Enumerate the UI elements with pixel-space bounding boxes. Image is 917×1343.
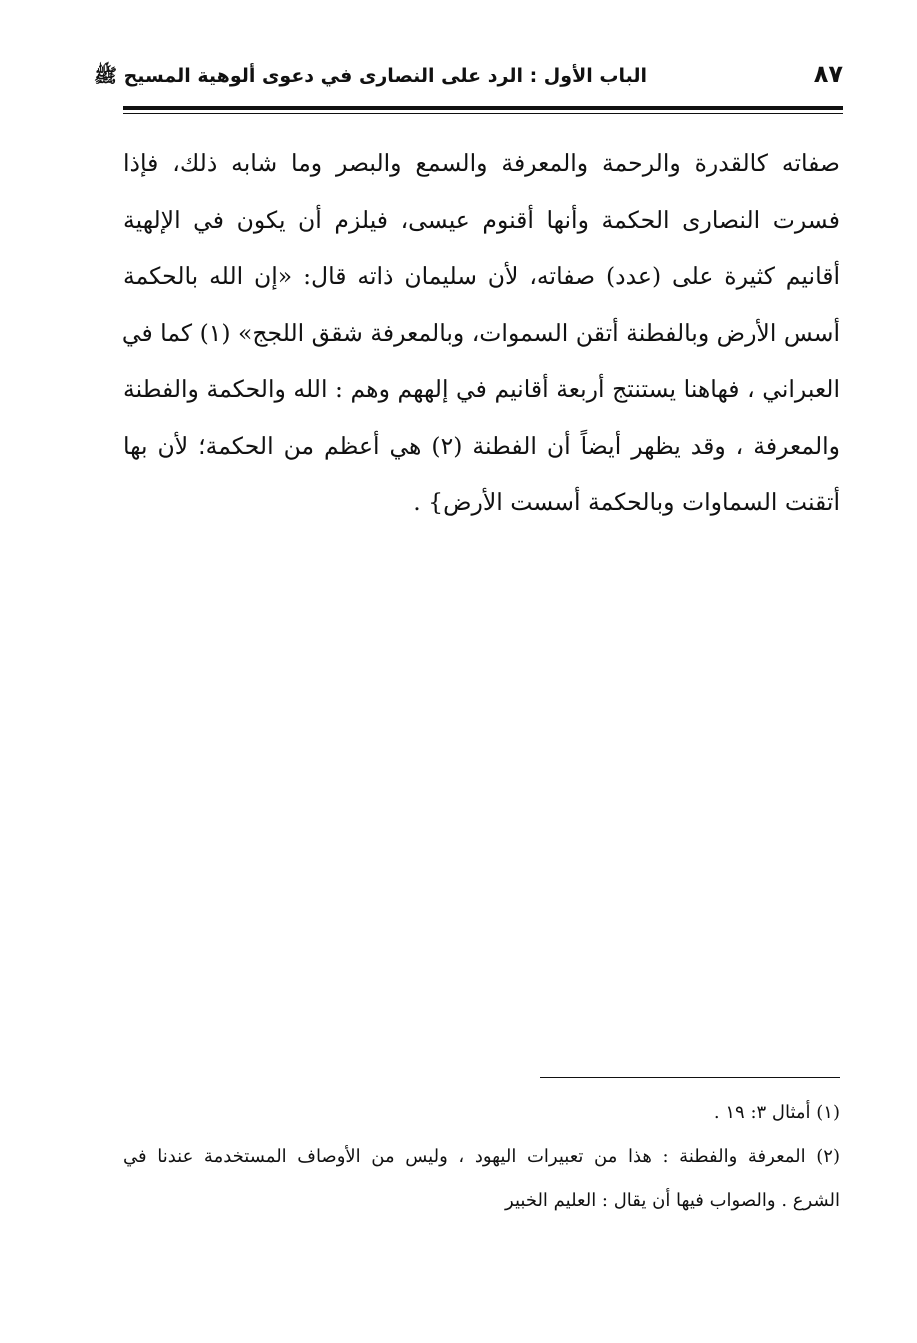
footnote-separator bbox=[540, 1077, 840, 1078]
footnote-line: الشرع . والصواب فيها أن يقال : العليم الخبير bbox=[505, 1190, 840, 1211]
body-line: العبراني ، فهاهنا يستنتج أربعة أقانيم في إلههم وهم : الله والحكمة والفطنة bbox=[123, 375, 840, 403]
body-line: صفاته كالقدرة والرحمة والمعرفة والسمع والبصر وما شابه ذلك، فإذا bbox=[123, 149, 840, 177]
header-rule-thin bbox=[123, 113, 843, 114]
footnotes bbox=[123, 1095, 840, 1227]
running-header bbox=[94, 60, 843, 96]
footnote-line: (٢) المعرفة والفطنة : هذا من تعبيرات اليهود ، وليس من الأوصاف المستخدمة عندنا في bbox=[123, 1146, 840, 1167]
body-line: أسس الأرض وبالفطنة أتقن السموات، وبالمعرفة شقق اللجج» (١) كما في bbox=[121, 318, 840, 347]
body-line: أقانيم كثيرة على (عدد) صفاته، لأن سليمان ذاته قال: «إن الله بالحكمة bbox=[123, 262, 840, 290]
header-title: الباب الأول : الرد على النصارى في دعوى ألوهية المسيح ﷺ bbox=[94, 65, 647, 87]
header-rule-thick bbox=[123, 106, 843, 110]
body-line: فسرت النصارى الحكمة وأنها أقنوم عيسى، فيلزم أن يكون في الإلهية bbox=[123, 205, 840, 234]
body-text bbox=[123, 135, 840, 531]
footnote-line: (١) أمثال ٣: ١٩ . bbox=[713, 1102, 840, 1123]
page-number: ٨٧ bbox=[813, 60, 843, 88]
body-line: أتقنت السماوات وبالحكمة أسست الأرض} . bbox=[413, 488, 840, 516]
body-line: والمعرفة ، وقد يظهر أيضاً أن الفطنة (٢) هي أعظم من الحكمة؛ لأن بها bbox=[123, 431, 840, 460]
